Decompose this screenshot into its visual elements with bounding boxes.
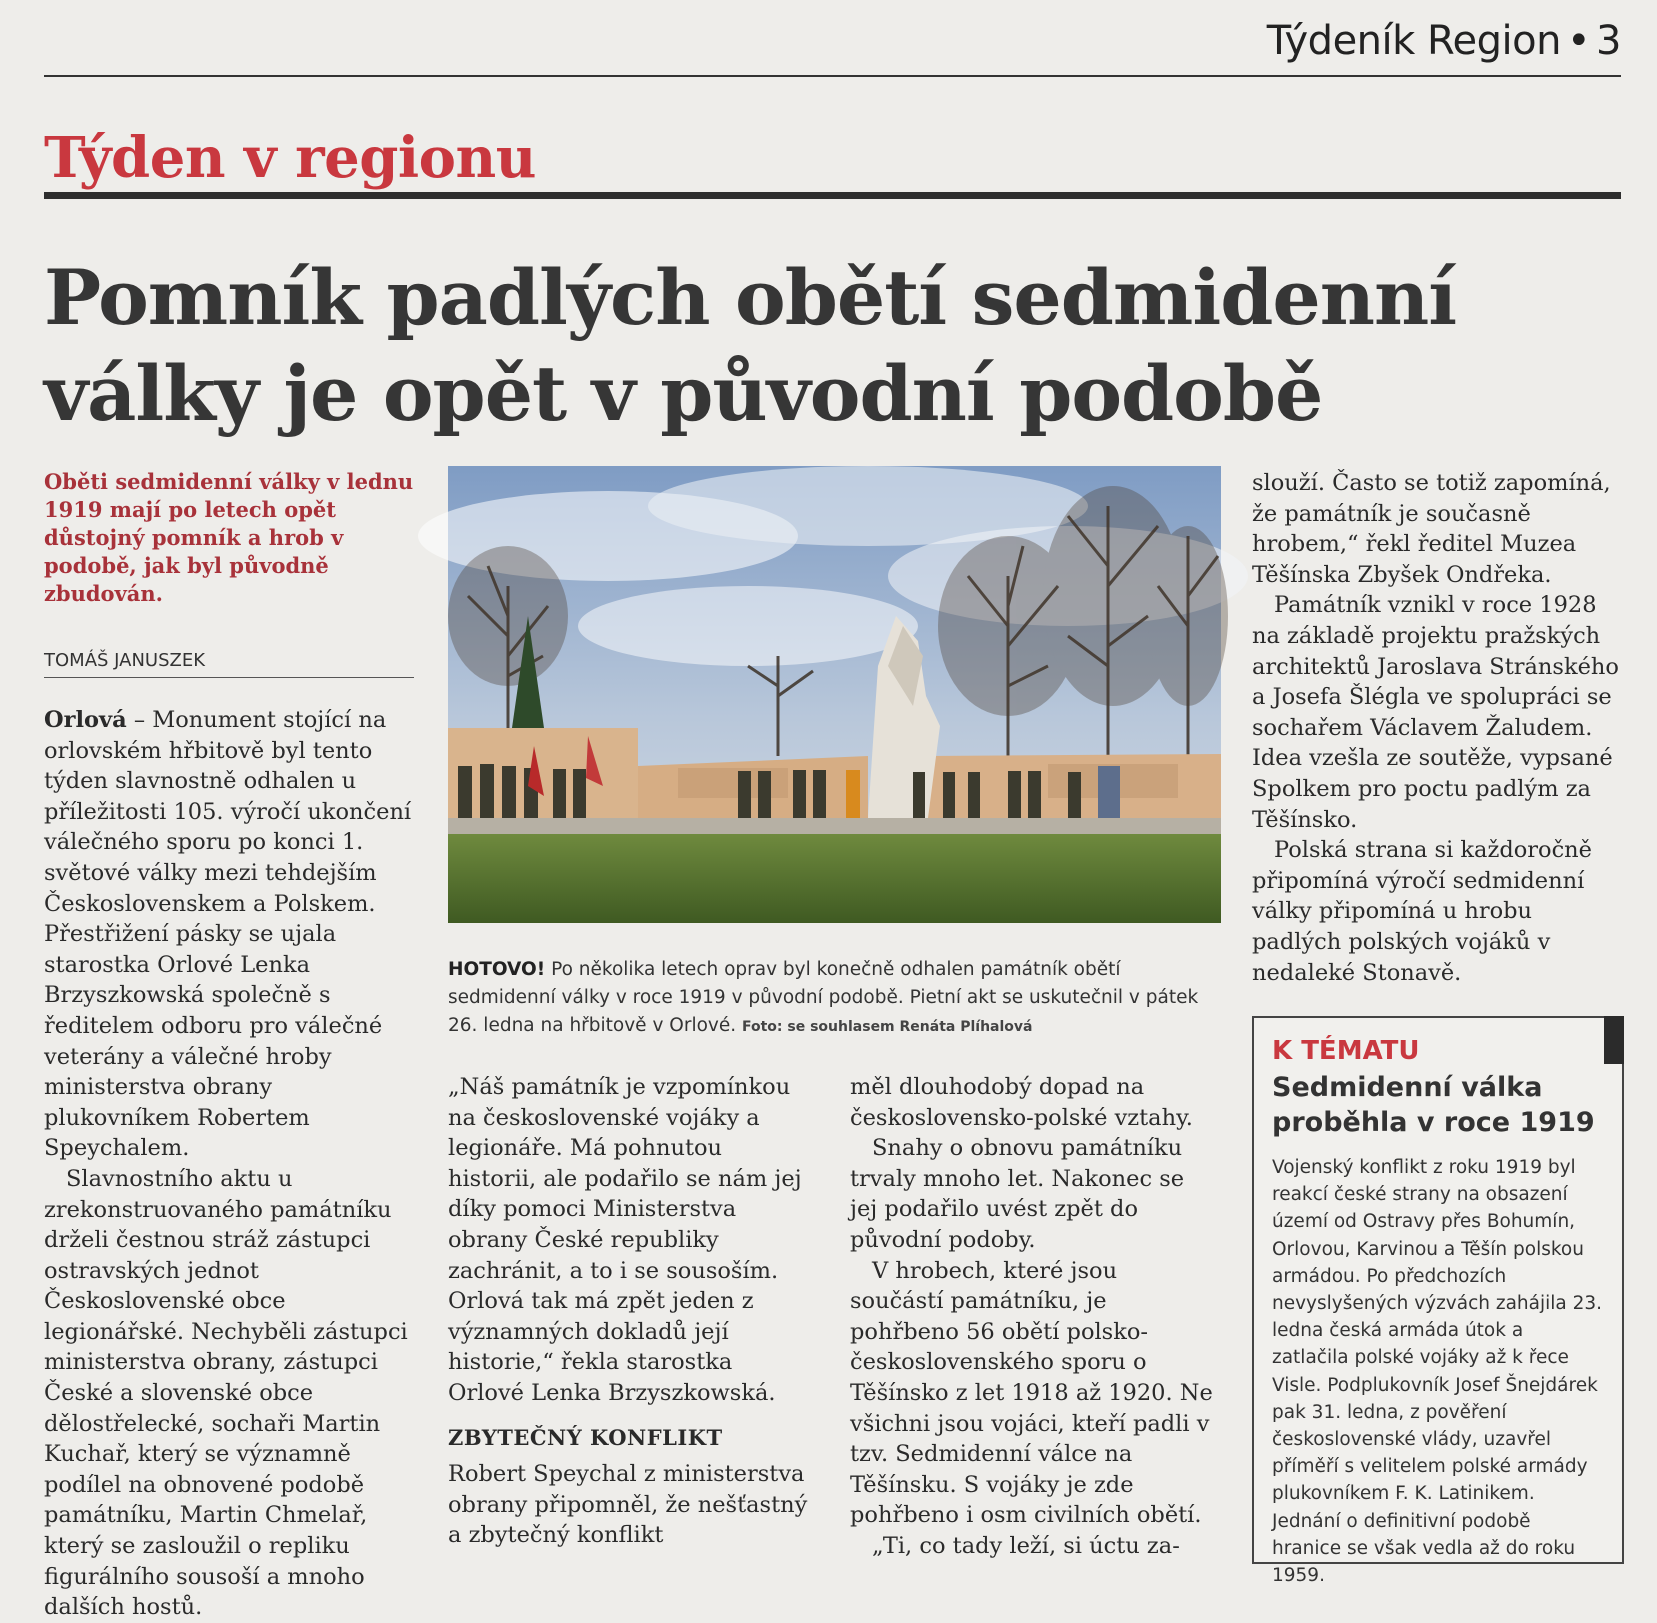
photo-credit: Foto: se souhlasem Renáta Plíhalová: [742, 1019, 1033, 1035]
box-title: Sedmidenní válka proběhla v roce 1919: [1272, 1072, 1595, 1138]
paragraph: měl dlouhodobý dopad na československo-polské vztahy.: [850, 1074, 1193, 1131]
page-number: 3: [1596, 18, 1621, 64]
article-photo: [448, 466, 1221, 923]
text-column-2: [448, 1072, 808, 1551]
box-kicker: K TÉMATU: [1272, 1036, 1420, 1066]
text-column-1: [44, 705, 419, 1623]
paragraph: „Ti, co tady leží, si úctu za-: [872, 1532, 1180, 1559]
publication-name: Týdeník Region: [1266, 18, 1561, 64]
headline-line-1: Pomník padlých obětí sedmidenní: [44, 253, 1457, 342]
box-body: Vojenský konflikt z roku 1919 byl reakcí české strany na obsazení území od Ostravy přes Bohumín, Orlovou, Karvinou a Těšín polskou armádou. Po předchozích nevyslyšených výzvách zahájila 23. ledna česká armáda útok a zatlačila polské vojáky až k řece Visle. Podplukovník Josef Šnejdárek pak 31. ledna, z pověření československé vlády, uzavřel příměří s velitelem polské armády plukovníkem F. K. Latinikem. Jednání o definitivní podobě hranice se však vedla až do roku 1959.: [1272, 1157, 1603, 1587]
paragraph: „Náš památník je vzpomínkou na československé vojáky a legionáře. Má pohnutou historii, ale podařilo se nám jej díky pomoci Ministerstva obrany České republiky zachránit, a to i se sousoším. Orlová tak má zpět jeden z významných dokladů její historie,“ řekla starostka Orlové Lenka Brzyszkowská.: [448, 1074, 802, 1406]
section-title: Týden v regionu: [44, 125, 536, 191]
section-rule: [44, 192, 1621, 199]
paragraph-text: – Monument stojící na orlovském hřbitově byl tento týden slavnostně odhalen u příležitosti 105. výročí ukončení válečného sporu po konci 1. světové války mezi tehdejším Československem a Polskem. Přestřižení pásky se ujala starostka Orlové Lenka Brzyszkowská společně s ředitelem odboru pro válečné veterány a válečné hroby ministerstva obrany plukovníkem Robertem Speychalem.: [44, 707, 412, 1162]
paragraph: Polská strana si každoročně připomíná výročí sedmidenní války připomíná u hrobu padlých polských vojáků v nedaleké Stonavě.: [1252, 837, 1592, 986]
running-head: [1267, 18, 1621, 64]
paragraph: Robert Speychal z ministerstva obrany připomněl, že nešťastný a zbytečný konflikt: [448, 1461, 808, 1549]
caption-lead: HOTOVO!: [448, 959, 546, 980]
paragraph: slouží. Často se totiž zapomíná, že památník je současně hrobem,“ řekl ředitel Muzea Těšínska Zbyšek Ondřeka.: [1252, 470, 1611, 588]
text-column-4: [1252, 468, 1622, 988]
paragraph: Památník vznikl v roce 1928 na základě projektu pražských architektů Jaroslava Stránského a Josefa Šlégla ve spolupráci se sochařem Václavem Žaludem. Idea vzešla ze soutěže, vypsané Spolkem pro poctu padlým za Těšínsko.: [1252, 592, 1619, 833]
paragraph: Slavnostního aktu u zrekonstruovaného památníku drželi čestnou stráž zástupci ostravských jednot Československé obce legionářské. Nechyběli zástupci ministerstva obrany, zástupci České a slovenské obce dělostřelecké, sochaři Martin Kuchař, který se významně podílel na obnovené podobě památníku, Martin Chmelař, který se zasloužil o repliku figurálního sousoší a mnoho dalších hostů.: [44, 1165, 408, 1621]
caption-text: Po několika letech oprav byl konečně odhalen památník obětí sedmidenní války v roce 1919 v původní podobě. Pietní akt se uskutečnil v pátek 26. ledna na hřbitově v Orlové.: [448, 959, 1199, 1036]
related-topic-box: [1252, 1016, 1624, 1587]
headline-line-2: války je opět v původní podobě: [44, 349, 1323, 438]
subheading: ZBYTEČNÝ KONFLIKT: [448, 1424, 723, 1450]
dateline-location: Orlová: [44, 707, 127, 733]
memorial-photo-illustration: [448, 466, 1221, 923]
paragraph: [44, 705, 419, 1164]
article-headline: [44, 250, 1624, 442]
box-corner-marker: [1604, 1016, 1624, 1064]
text-column-3: [850, 1072, 1215, 1562]
article-perex: Oběti sedmidenní války v lednu 1919 mají po letech opět důstojný pomník a hrob v podobě, jak byl původně zbudován.: [44, 469, 414, 606]
photo-caption: [448, 956, 1221, 1041]
paragraph: Snahy o obnovu památníku trvaly mnoho let. Nakonec se jej podařilo uvést zpět do původní podoby.: [850, 1135, 1185, 1253]
author-byline: TOMÁŠ JANUSZEK: [44, 650, 414, 678]
header-rule: [44, 75, 1621, 77]
separator: •: [1566, 18, 1591, 64]
paragraph: V hrobech, které jsou součástí památníku, je pohřbeno 56 obětí polsko-československého sporu o Těšínsko z let 1918 až 1920. Ne všichni jsou vojáci, kteří padli v tzv. Sedmidenní válce na Těšínsku. S vojáky je zde pohřbeno i osm civilních obětí.: [850, 1257, 1213, 1529]
